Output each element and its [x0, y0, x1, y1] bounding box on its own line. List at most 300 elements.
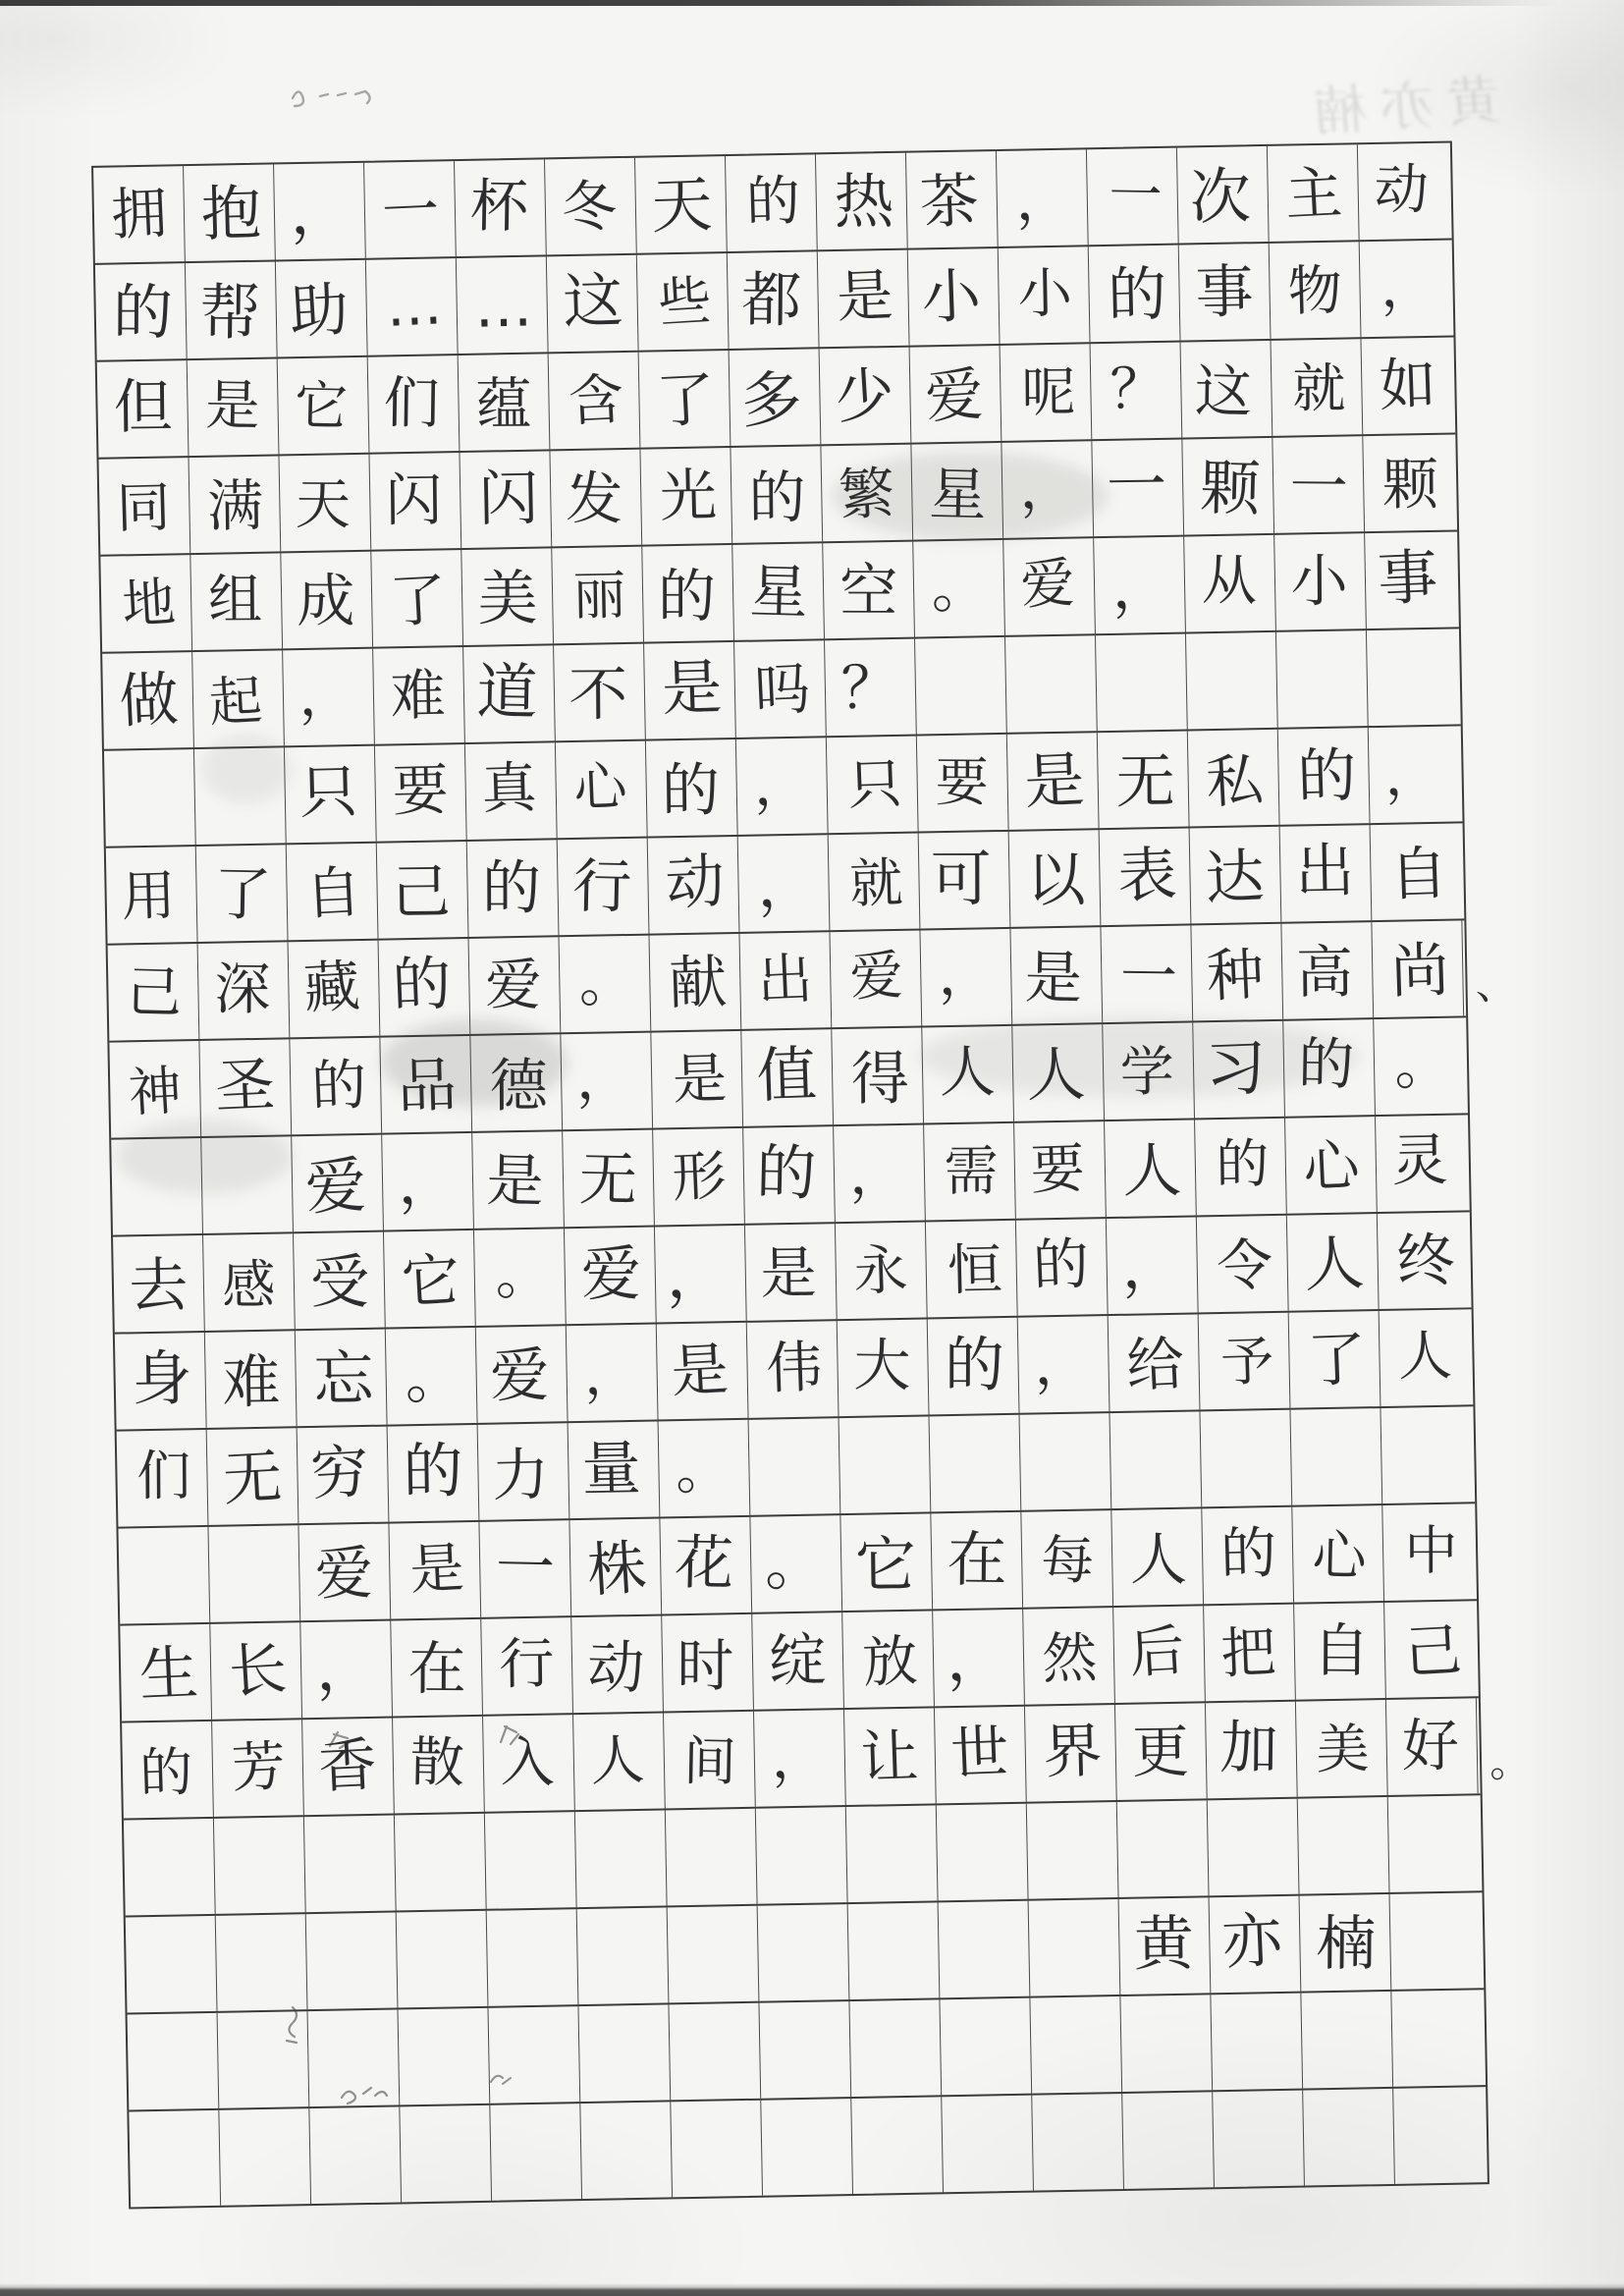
- grid-cell: [276, 260, 368, 357]
- grid-cell: [827, 737, 919, 834]
- grid-cell: [997, 149, 1089, 246]
- grid-cell: [825, 639, 917, 737]
- grid-cell: [1101, 925, 1193, 1022]
- handwritten-character: 起: [206, 668, 264, 734]
- grid-cell: [481, 1617, 573, 1715]
- grid-cell: [1110, 1411, 1202, 1508]
- grid-cell: [639, 351, 731, 448]
- handwritten-character: 事: [1194, 257, 1255, 327]
- grid-cell: [474, 1229, 567, 1326]
- handwritten-character: 热: [834, 167, 894, 238]
- grid-cell: [637, 253, 730, 351]
- grid-cell: [642, 545, 734, 642]
- grid-cell: [109, 1041, 201, 1138]
- handwritten-character: 花: [673, 1527, 734, 1599]
- handwritten-character: 香: [316, 1730, 379, 1801]
- grid-cell: [1386, 1698, 1479, 1795]
- handwritten-character: 天: [295, 472, 351, 537]
- grid-cell: [920, 929, 1012, 1026]
- handwritten-character: 的: [1297, 1031, 1355, 1098]
- grid-cell: [578, 2004, 671, 2102]
- grid-cell: [1380, 1309, 1472, 1406]
- handwritten-character: 令: [1215, 1232, 1274, 1300]
- grid-cell: [1278, 728, 1371, 825]
- grid-cell: [289, 941, 381, 1038]
- handwritten-character: 主: [1283, 158, 1345, 229]
- grid-cell: [364, 161, 457, 258]
- handwritten-character: 它: [293, 374, 349, 438]
- handwritten-character: 动: [1374, 156, 1431, 222]
- grid-cell: [942, 2096, 1034, 2193]
- grid-cell: [1197, 1216, 1289, 1313]
- grid-cell: [368, 355, 460, 453]
- grid-cell: [218, 2011, 310, 2108]
- handwritten-character: ，: [298, 664, 354, 729]
- grid-cell: [1202, 1507, 1294, 1605]
- grid-cell: [1268, 144, 1360, 242]
- margin-punctuation: 、: [1475, 959, 1518, 1010]
- handwritten-character: 一: [494, 1532, 556, 1603]
- grid-cell: [849, 1999, 942, 2097]
- handwritten-character: 力: [491, 1440, 551, 1509]
- grid-cell: [285, 746, 377, 844]
- grid-cell: [205, 1331, 298, 1428]
- grid-cell: [747, 1321, 839, 1418]
- grid-cell: [377, 842, 469, 939]
- grid-cell: [550, 450, 642, 547]
- handwritten-character: ，: [315, 1633, 377, 1705]
- grid-cell: [214, 1817, 306, 1914]
- handwritten-character: 人: [1130, 1525, 1189, 1593]
- grid-cell: [1210, 1896, 1302, 1994]
- handwritten-character: 出: [755, 947, 814, 1013]
- grid-cell: [1001, 344, 1093, 441]
- grid-cell: [388, 1425, 480, 1522]
- grid-cell: [644, 642, 736, 739]
- handwritten-character: 了: [1305, 1324, 1368, 1396]
- grid-cell: [1363, 434, 1455, 531]
- grid-cell: [479, 1520, 571, 1617]
- grid-cell: [1122, 2092, 1215, 2189]
- grid-cell: [922, 1026, 1014, 1123]
- grid-cell: [99, 458, 191, 555]
- grid-cell: [657, 1323, 749, 1420]
- handwritten-character: …: [384, 272, 444, 340]
- grid-cell: [380, 1036, 472, 1133]
- grid-cell: [1274, 533, 1367, 630]
- grid-cell: [913, 540, 1005, 637]
- handwritten-character: 是: [1024, 943, 1084, 1011]
- grid-cell: [290, 1038, 382, 1135]
- handwritten-character: 己: [125, 959, 183, 1025]
- handwritten-character: 得: [850, 1044, 910, 1113]
- grid-cell: [460, 451, 552, 548]
- handwritten-character: 绽: [768, 1625, 828, 1694]
- handwritten-character: 心: [1302, 1133, 1362, 1201]
- grid-cell: [924, 1123, 1016, 1221]
- grid-cell: [1098, 732, 1190, 829]
- handwritten-character: 要: [1029, 1136, 1086, 1202]
- handwritten-character: 高: [1296, 938, 1354, 1006]
- grid-cell: [580, 2102, 673, 2199]
- grid-cell: [1388, 1795, 1481, 1892]
- handwritten-character: 行: [498, 1631, 555, 1697]
- handwritten-character: 是: [1022, 744, 1086, 818]
- grid-cell: [1365, 531, 1457, 629]
- grid-cell: [1096, 634, 1188, 732]
- grid-cell: [650, 934, 742, 1031]
- grid-cell: [1109, 1314, 1201, 1411]
- handwritten-character: 人: [1025, 1039, 1086, 1111]
- grid-cell: [1103, 1022, 1195, 1120]
- handwritten-character: 芳: [230, 1733, 288, 1800]
- grid-cell: [1021, 1510, 1113, 1608]
- grid-cell: [455, 159, 547, 256]
- grid-cell: [1007, 733, 1100, 830]
- grid-cell: [635, 156, 728, 253]
- grid-cell: [216, 1914, 308, 2011]
- handwritten-character: 小: [1017, 261, 1073, 326]
- grid-cell: [749, 1418, 841, 1515]
- grid-cell: [124, 1819, 216, 1916]
- grid-cell: [389, 1522, 481, 1619]
- handwritten-character: 了: [388, 565, 449, 635]
- handwritten-character: ，: [755, 848, 817, 921]
- grid-cell: [118, 1527, 210, 1624]
- handwritten-character: 的: [481, 853, 541, 923]
- grid-cell: [728, 251, 820, 349]
- grid-cell: [659, 1420, 751, 1517]
- handwritten-character: 要: [391, 757, 450, 825]
- handwritten-character: 不: [568, 659, 627, 730]
- grid-cell: [668, 1906, 760, 2003]
- grid-cell: [560, 936, 652, 1033]
- handwritten-character: 茶: [917, 165, 981, 238]
- handwritten-character: 爱: [314, 1539, 374, 1608]
- handwritten-character: 动: [663, 846, 727, 918]
- grid-cell: [1272, 436, 1365, 533]
- grid-cell: [296, 1330, 388, 1427]
- grid-cell: [184, 164, 276, 261]
- grid-cell: [906, 151, 999, 248]
- grid-cell: [726, 154, 818, 251]
- handwritten-character: ，: [1380, 254, 1436, 319]
- grid-cell: [1195, 1119, 1287, 1216]
- handwritten-character: 需: [944, 1139, 999, 1203]
- grid-cell: [732, 543, 825, 640]
- handwritten-character: ，: [1017, 455, 1075, 521]
- handwritten-character: 助: [287, 274, 351, 348]
- grid-cell: [300, 1621, 393, 1719]
- handwritten-character: 的: [1295, 740, 1357, 812]
- handwritten-character: 给: [1124, 1329, 1186, 1400]
- grid-cell: [111, 1138, 203, 1235]
- grid-cell: [926, 1221, 1018, 1318]
- grid-cell: [1391, 1990, 1484, 2087]
- grid-cell: [571, 1615, 664, 1713]
- handwritten-character: 动: [587, 1632, 646, 1702]
- grid-cell: [935, 1707, 1027, 1804]
- grid-cell: [309, 2106, 402, 2204]
- handwritten-character: ，: [1033, 1331, 1092, 1398]
- grid-cell: [832, 1028, 924, 1125]
- handwritten-character: 是: [760, 1240, 818, 1307]
- grid-cell: [1283, 1019, 1376, 1117]
- handwritten-character: 入: [500, 1729, 556, 1794]
- handwritten-character: 可: [931, 842, 993, 914]
- handwritten-character: 。: [764, 1529, 826, 1600]
- grid-cell: [556, 741, 648, 839]
- handwritten-character: 美: [477, 563, 538, 634]
- handwritten-character: 好: [1402, 1711, 1460, 1779]
- handwritten-character: 们: [136, 1444, 191, 1507]
- handwritten-character: 。: [1391, 1030, 1451, 1099]
- handwritten-character: 的: [1219, 1520, 1277, 1588]
- handwritten-character: 以: [1025, 845, 1086, 915]
- grid-cell: [666, 1809, 758, 1906]
- handwritten-character: 就: [1291, 356, 1345, 419]
- grid-cell: [287, 844, 379, 941]
- grid-cell: [463, 645, 556, 742]
- grid-cell: [391, 1619, 483, 1717]
- grid-cell: [933, 1610, 1025, 1707]
- handwritten-character: 生: [136, 1638, 200, 1710]
- handwritten-character: 无: [220, 1442, 284, 1514]
- handwritten-character: 伟: [765, 1335, 824, 1402]
- grid-cell: [487, 1909, 579, 2006]
- grid-cell: [840, 1513, 933, 1611]
- grid-cell: [1372, 920, 1464, 1017]
- grid-cell: [1029, 1899, 1121, 1996]
- grid-cell: [1119, 1897, 1212, 1995]
- grid-cell: [126, 1916, 218, 2013]
- scanner-edge-top: [0, 0, 1624, 6]
- grid-cell: [95, 263, 188, 360]
- handwritten-character: 深: [214, 957, 271, 1023]
- handwritten-character: 永: [852, 1237, 909, 1303]
- handwritten-character: 杯: [469, 171, 529, 241]
- grid-cell: [199, 1039, 292, 1136]
- handwritten-character: 自: [303, 859, 363, 928]
- grid-cell: [1177, 146, 1270, 244]
- grid-cell: [196, 845, 289, 942]
- grid-cell: [397, 1911, 489, 2008]
- handwritten-character: 爱: [484, 952, 542, 1018]
- grid-cell: [198, 942, 291, 1039]
- grid-cell: [999, 246, 1091, 344]
- grid-cell: [369, 453, 461, 550]
- handwritten-character: 人: [1302, 1228, 1366, 1301]
- grid-cell: [655, 1226, 747, 1323]
- grid-cell: [483, 1715, 575, 1812]
- handwritten-character: 己: [1402, 1615, 1464, 1686]
- grid-cell: [1120, 1995, 1213, 2092]
- grid-cell: [823, 542, 915, 639]
- handwritten-character: 是: [407, 1536, 466, 1602]
- grid-cell: [851, 2097, 944, 2194]
- handwritten-character: ，: [1121, 1232, 1181, 1302]
- grid-cell: [1009, 830, 1102, 927]
- grid-cell: [846, 1805, 939, 1902]
- grid-cell: [129, 2110, 221, 2208]
- grid-cell: [730, 349, 822, 446]
- grid-cell: [210, 1622, 302, 1720]
- handwritten-character: 自: [1388, 839, 1450, 909]
- handwritten-character: 如: [1378, 350, 1437, 419]
- grid-cell: [1023, 1608, 1115, 1705]
- handwritten-character: 的: [944, 1330, 1004, 1400]
- handwritten-character: 颗: [1199, 453, 1262, 525]
- handwritten-character: 地: [120, 570, 177, 636]
- grid-cell: [1018, 1316, 1110, 1413]
- handwritten-character: 一: [1289, 452, 1348, 521]
- grid-cell: [561, 1033, 653, 1130]
- grid-cell: [829, 834, 921, 931]
- grid-cell: [189, 456, 282, 553]
- handwritten-character: 加: [1219, 1713, 1278, 1782]
- grid-cell: [274, 163, 366, 260]
- handwritten-character: 株: [584, 1532, 648, 1606]
- grid-cell: [671, 2101, 763, 2198]
- grid-cell: [1184, 535, 1276, 632]
- handwritten-character: 拥: [109, 180, 169, 248]
- composition-grid: [91, 140, 1532, 2209]
- handwritten-character: 。: [675, 1438, 731, 1502]
- handwritten-character: 把: [1218, 1619, 1277, 1686]
- handwritten-character: 空: [839, 557, 898, 626]
- grid-cell: [395, 1814, 487, 1911]
- grid-cell: [1390, 1892, 1483, 1990]
- grid-cell: [194, 747, 287, 845]
- grid-cell: [186, 261, 278, 358]
- grid-cell: [734, 640, 827, 738]
- grid-cell: [1005, 635, 1098, 733]
- handwritten-character: 多: [739, 361, 804, 437]
- handwritten-character: 是: [486, 1146, 545, 1215]
- handwritten-character: 的: [1031, 1231, 1091, 1299]
- grid-cell: [1089, 246, 1181, 343]
- grid-cell: [1290, 1408, 1382, 1505]
- grid-cell: [1374, 1017, 1466, 1115]
- grid-cell: [836, 1222, 928, 1319]
- handwritten-character: 量: [580, 1434, 641, 1504]
- grid-cell: [1384, 1601, 1477, 1698]
- grid-cell: [1186, 632, 1278, 730]
- grid-cell: [844, 1708, 937, 1805]
- grid-cell: [758, 1904, 850, 2001]
- grid-cell: [545, 158, 637, 255]
- grid-cell: [1298, 1797, 1390, 1894]
- grid-cell: [1107, 1217, 1199, 1314]
- grid-cell: [485, 1812, 577, 1909]
- handwritten-character: ，: [848, 1142, 904, 1207]
- grid-cell: [298, 1427, 390, 1524]
- grid-cell: [1032, 2094, 1124, 2191]
- grid-cell: [1117, 1800, 1210, 1897]
- grid-cell: [1014, 1121, 1107, 1219]
- handwritten-character: 美: [1315, 1717, 1370, 1780]
- grid-cell: [459, 354, 551, 451]
- grid-cell: [203, 1233, 296, 1331]
- handwritten-character: 中: [1404, 1519, 1458, 1582]
- bleed-through-signature: 黄亦楠: [1298, 68, 1503, 145]
- handwritten-character: 。: [494, 1242, 551, 1307]
- grid-cell: [741, 1029, 834, 1126]
- handwritten-character: 更: [1131, 1717, 1190, 1785]
- handwritten-character: 一: [1119, 942, 1178, 1010]
- handwritten-character: 的: [137, 1740, 193, 1804]
- grid-cell: [653, 1128, 745, 1226]
- handwritten-character: 心: [1311, 1523, 1368, 1588]
- handwritten-character: ，: [290, 178, 352, 248]
- grid-cell: [190, 553, 283, 650]
- handwritten-character: 这: [562, 265, 624, 338]
- handwritten-character: 品: [396, 1050, 458, 1121]
- grid-cell: [201, 1136, 294, 1233]
- grid-cell: [1191, 924, 1283, 1021]
- grid-cell: [930, 1415, 1022, 1512]
- handwritten-character: 爱: [580, 1238, 642, 1310]
- grid-cell: [1296, 1700, 1388, 1797]
- grid-cell: [279, 455, 371, 552]
- grid-cell: [761, 2099, 853, 2196]
- handwritten-character: 穷: [308, 1437, 371, 1508]
- grid-cell: [1030, 1996, 1122, 2094]
- handwritten-character: 呢: [1021, 360, 1076, 424]
- grid-cell: [461, 548, 554, 645]
- grid-cell: [547, 255, 639, 353]
- grid-cell: [1292, 1505, 1384, 1603]
- handwritten-character: 都: [740, 265, 802, 336]
- grid-cell: [648, 837, 740, 934]
- grid-cell: [1094, 537, 1186, 634]
- grid-cell: [212, 1720, 304, 1817]
- handwritten-character: 然: [1040, 1625, 1098, 1692]
- grid-cell: [1105, 1120, 1197, 1217]
- grid-cell: [1281, 922, 1374, 1019]
- handwritten-character: 表: [1115, 840, 1178, 911]
- grid-cell: [910, 346, 1002, 443]
- grid-cell: [1380, 1406, 1473, 1503]
- handwritten-character: ，: [1111, 552, 1171, 622]
- handwritten-character: 。: [576, 949, 634, 1015]
- handwritten-character: ，: [944, 1622, 1008, 1695]
- grid-cell: [750, 1515, 842, 1613]
- handwritten-character: 爱: [847, 943, 904, 1008]
- handwritten-character: 尚: [1388, 935, 1450, 1007]
- grid-cell: [1369, 726, 1461, 823]
- grid-cell: [128, 2013, 220, 2110]
- grid-cell: [1188, 730, 1280, 827]
- handwritten-character: ，: [667, 1238, 730, 1312]
- handwritten-character: 的: [1215, 1131, 1270, 1195]
- handwritten-character: 心: [571, 754, 628, 819]
- grid-cell: [384, 1230, 476, 1328]
- grid-cell: [1358, 143, 1450, 241]
- handwritten-character: 是: [670, 1335, 731, 1405]
- grid-cell: [640, 448, 732, 545]
- handwritten-character: ？: [1109, 356, 1164, 422]
- handwritten-character: ，: [1014, 167, 1073, 234]
- grid-cell: [1016, 1219, 1109, 1316]
- handwritten-character: 出: [1294, 836, 1355, 906]
- handwritten-character: 光: [659, 461, 719, 529]
- grid-cell: [488, 2006, 580, 2104]
- grid-cell: [660, 1517, 752, 1614]
- grid-cell: [565, 1228, 657, 1325]
- handwritten-character: 组: [207, 568, 263, 631]
- handwritten-character: 同: [115, 475, 172, 540]
